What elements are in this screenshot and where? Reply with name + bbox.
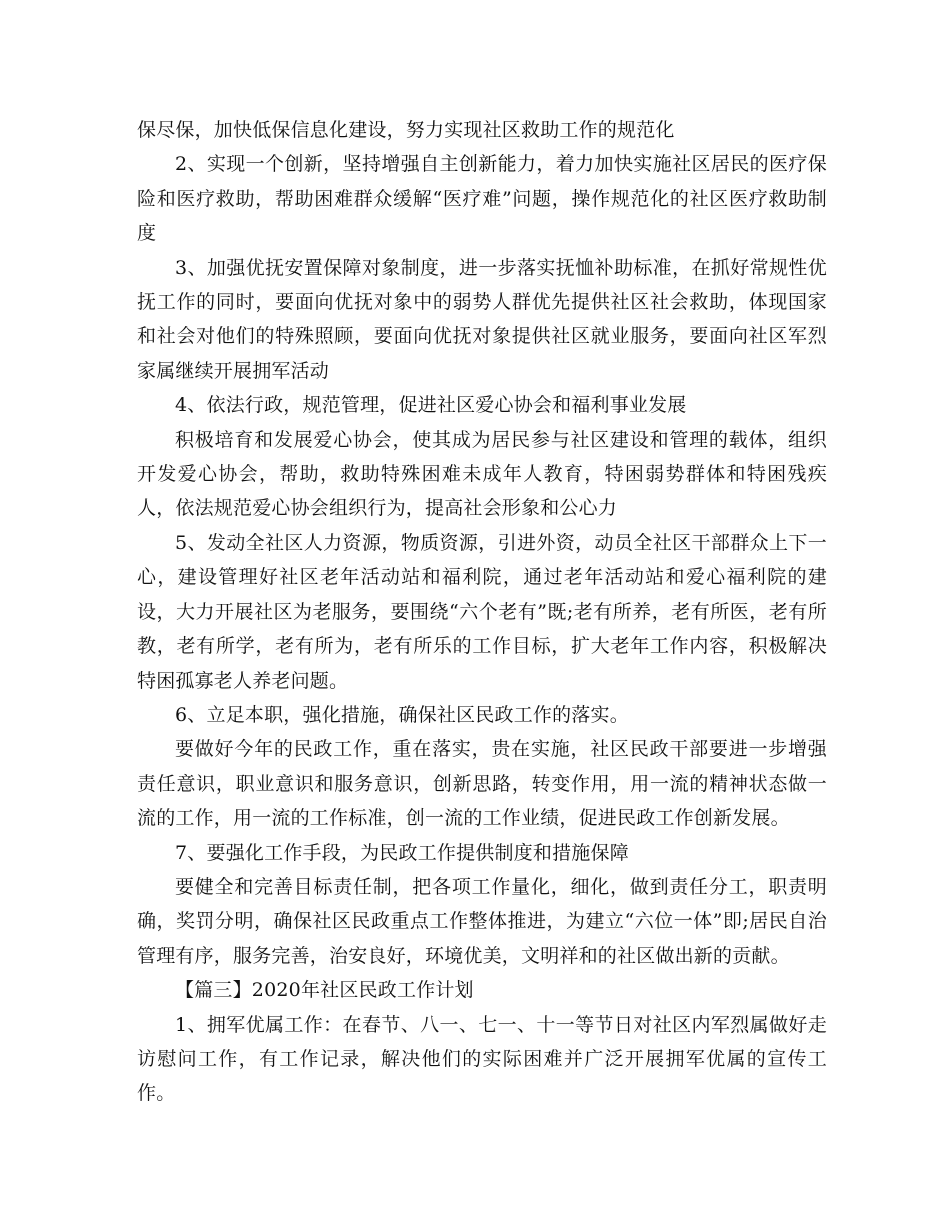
paragraph: 6、立足本职，强化措施，确保社区民政工作的落实。 — [175, 703, 629, 726]
section-heading: 【篇三】2020年社区民政工作计划 — [175, 979, 474, 1002]
paragraph: 积极培育和发展爱心协会，使其成为居民参与社区建设和管理的载体，组织开发爱心协会，帮助，救助特殊困难未成年人教育，特困弱势群体和特困残疾人，依法规范爱心协会组织行为，提高社会形象和公心力 — [137, 428, 827, 520]
paragraph: 2、实现一个创新，坚持增强自主创新能力，着力加快实施社区居民的医疗保险和医疗救助，帮助困难群众缓解“医疗难”问题，操作规范化的社区医疗救助制度 — [137, 153, 827, 245]
paragraph: 7、要强化工作手段，为民政工作提供制度和措施保障 — [175, 841, 629, 864]
paragraph: 5、发动全社区人力资源，物质资源，引进外资，动员全社区干部群众上下一心，建设管理好社区老年活动站和福利院，通过老年活动站和爱心福利院的建设，大力开展社区为老服务，要围绕“六个老有”既;老有所养，老有所医，老有所教，老有所学，老有所为，老有所乐的工作目标，扩大老年工作内容，积极解决特困孤寡老人养老问题。 — [137, 531, 827, 692]
paragraph: 要健全和完善目标责任制，把各项工作量化，细化，做到责任分工，职责明确，奖罚分明，确保社区民政重点工作整体推进，为建立“六位一体”即;居民自治管理有序，服务完善，治安良好，环境优美，文明祥和的社区做出新的贡献。 — [137, 875, 827, 967]
document-body — [137, 113, 827, 1111]
paragraph: 要做好今年的民政工作，重在落实，贵在实施，社区民政干部要进一步增强责任意识，职业意识和服务意识，创新思路，转变作用，用一流的精神状态做一流的工作，用一流的工作标准，创一流的工作业绩，促进民政工作创新发展。 — [137, 738, 827, 830]
paragraph: 3、加强优抚安置保障对象制度，进一步落实抚恤补助标准，在抓好常规性优抚工作的同时，要面向优抚对象中的弱势人群优先提供社区社会救助，体现国家和社会对他们的特殊照顾，要面向优抚对象提供社区就业服务，要面向社区军烈家属继续开展拥军活动 — [137, 256, 827, 382]
paragraph: 4、依法行政，规范管理，促进社区爱心协会和福利事业发展 — [175, 394, 687, 417]
paragraph: 保尽保，加快低保信息化建设，努力实现社区救助工作的规范化 — [137, 119, 675, 141]
paragraph: 1、拥军优属工作：在春节、八一、七一、十一等节日对社区内军烈属做好走访慰问工作，有工作记录，解决他们的实际困难并广泛开展拥军优属的宣传工作。 — [137, 1013, 827, 1105]
